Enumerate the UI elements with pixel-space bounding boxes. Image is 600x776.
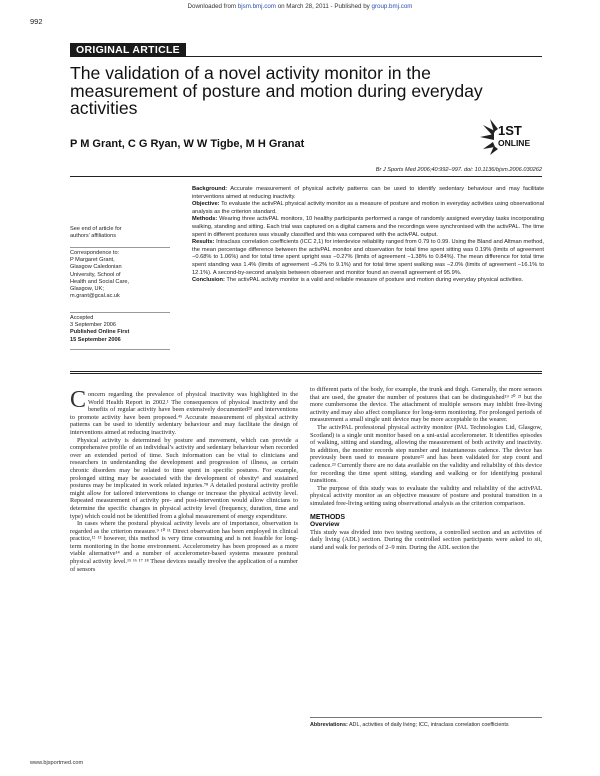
body-paragraph: In cases where the postural physical activity levels are of importance, observation is regarded as the criterion measure.⁹ ¹⁰ ¹¹ Direct observation has been employed in clinical practice,¹² ¹³ however, this method is very time consuming and is not feasible for long-term monitoring in the home environment. Accelerometry has been proposed as a more viable alternative¹⁴ and a number of accelerometer-based systems measure postural physical activity level.¹⁵ ¹⁶ ¹⁷ ¹⁸ These devices usually involve the application of a number of sensors [70, 520, 298, 573]
sidebar-rule [70, 312, 170, 313]
citation-line: Br J Sports Med 2006;40:992–997. doi: 10.1136/bjsm.2006.030262 [375, 167, 542, 173]
sidebar-rule [70, 247, 170, 248]
header-rule [186, 56, 542, 57]
abbreviations-text: ADL, activities of daily living; ICC, intraclass correlation coefficients [348, 722, 509, 728]
abstract-conclusion-label: Conclusion: [192, 277, 225, 284]
body-paragraph: Concern regarding the prevalence of physical inactivity was highlighted in the World Health Report in 2002.¹ The consequences of physical inactivity and the benefits of regular activity have been extensively documented²³ and interventions to promote activity have been proposed.⁴⁵ Accurate measurement of physical activity patterns can be used to identify sedentary behaviour and may facilitate the design of interventions aimed at reducing inactivity. [70, 387, 298, 436]
correspondence-line: University, School of [70, 271, 121, 278]
accepted-date: 3 September 2006 [70, 322, 117, 329]
download-banner [0, 3, 600, 10]
abbreviations-note [310, 722, 542, 729]
body-column-left [70, 387, 298, 573]
abstract-results: Results: Intraclass correlation coefficients (ICC 2,1) for interdevice reliability ranged from 0.79 to 0.99. Using the Bland and Altman method, the mean percentage difference between the activPAL monitor and observation for total time spent sitting was 0.19% (limits of agreement −0.68% to 1.06%) and for total time spent upright was −0.27% (limits of agreement −1.38% to 0.84%). The mean difference for total time spent standing was 1.4% (limits of agreement −6.2% to 9.1%) and for total time spent walking was −2.0% (limits of agreement −16.1% to 12.1%). A second-by-second analysis between observer and monitor found an overall agreement of 95.9%. [192, 239, 544, 276]
affiliations-note [70, 226, 122, 240]
see-end-line1: See end of article for [70, 226, 122, 232]
abstract-results-label: Results: [192, 239, 215, 246]
body-paragraph: The purpose of this study was to evaluate the validity and reliability of the activPAL physical activity monitor as an objective measure of posture and postural transition in a simulated free-living setting using observational analysis as the criterion comparison. [310, 484, 542, 507]
citation-rule [70, 176, 542, 177]
correspondence-label: Correspondence to: [70, 250, 120, 256]
abstract [192, 186, 544, 285]
body-paragraph: This study was divided into two testing sections, a controlled section and an activities of daily living (ADL) section. During the controlled section participants were asked to sit, stand and walk for periods of 2–9 min. During the ADL section the [310, 528, 542, 551]
abstract-rule [70, 371, 542, 372]
overview-heading: Overview [310, 521, 340, 529]
abstract-rule [70, 373, 542, 374]
abstract-conclusion: Conclusion: The activPAL activity monitor is a valid and reliable measure of posture and motion during everyday physical activities. [192, 277, 524, 284]
page-number: 992 [30, 17, 43, 26]
logo-line1: 1ST [498, 123, 522, 138]
journal-link[interactable]: bjsm.bmj.com [237, 3, 276, 10]
body-column-right [310, 386, 542, 551]
article-title: The validation of a novel activity monitor in the measurement of posture and motion during everyday activities [70, 63, 483, 118]
abbreviations-rule [310, 717, 542, 718]
drop-cap: C [70, 387, 87, 413]
abstract-objective: Objective: To evaluate the activPAL physical activity monitor as a measure of posture and motion in everyday activities using observational analysis as the criterion standard. [192, 201, 544, 215]
abbreviations-label: Abbreviations: [310, 722, 348, 728]
correspondence-line: Glasgow, UK; [70, 286, 104, 293]
sidebar-rule [70, 349, 170, 350]
journal-url[interactable]: www.bjsportmed.com [30, 760, 84, 766]
dates-block [70, 315, 129, 344]
logo-line2: ONLINE [498, 138, 531, 148]
accepted-label: Accepted [70, 315, 94, 321]
section-label: ORIGINAL ARTICLE [70, 43, 186, 57]
correspondence-line: P Margaret Grant, [70, 257, 115, 264]
abstract-methods: Methods: Wearing three activPAL monitors, 10 healthy participants performed a range of randomly assigned everyday tasks incorporating walking, standing and sitting. Each trial was captured on a digital camera and the recordings were synchronised with the activPAL. The time spent in different postures was visually classified and this was compared with the activPAL output. [192, 216, 544, 238]
correspondence-line: Glasgow Caledonian [70, 264, 122, 271]
author-list: P M Grant, C G Ryan, W W Tigbe, M H Granat [70, 138, 305, 150]
published-label: Published Online First [70, 329, 130, 336]
abstract-objective-label: Objective: [192, 201, 220, 208]
methods-heading: METHODS [310, 513, 345, 521]
abstract-methods-label: Methods: [192, 216, 218, 223]
correspondence-block [70, 250, 129, 300]
correspondence-line: Health and Social Care, [70, 278, 130, 285]
download-prefix: Downloaded from [187, 3, 237, 10]
body-paragraph: to different parts of the body, for example, the trunk and thigh. Generally, the more sensors that are used, the greater the number of postures that can be distinguished¹⁹ ²⁰ ²¹ but the more cumbersome the device. The attachment of multiple sensors may inhibit free-living activity and may also affect compliance for long-term monitoring. For prolonged periods of measurement a small single unit device may be more acceptable to the wearer. [310, 386, 542, 424]
body-paragraph: The activPAL professional physical activity monitor (PAL Technologies Ltd, Glasgow, Scotland) is a single unit monitor based on a uni-axial accelerometer. It identifies episodes of walking, sitting and standing, allowing the measurement of both activity and inactivity. In addition, the monitor records step number and instantaneous cadence. The device has previously been used to measure posture²² and has been validated for step count and cadence.²³ Currently there are no data available on the validity and reliability of this device for recording the time spent sitting, standing and walking or for identifying postural transitions. [310, 423, 542, 485]
published-date: 15 September 2006 [70, 336, 121, 343]
logo-rays [480, 119, 498, 155]
body-paragraph: Physical activity is determined by posture and movement, which can provide a comprehensive profile of an individual’s activity and sedentary behaviour when recorded over an extended period of time. Such information can be vital to clinicians and researchers in understanding the development and progression of illness, as certain chronic disorders may be related to time spent in specific postures. For example, prolonged sitting may be associated with the development of obesity⁶ and sustained postures may be implicated in work related injuries.⁷⁸ A detailed postural activity profile might allow for tailored interventions to change or increase the physical activity level. Repeated measurement of activity pre- and post-intervention would allow clinicians to determine the specific changes in physical activity level (frequency, duration, time and type) which could not be identified from a global measurement of energy expenditure. [70, 436, 298, 520]
publisher-link[interactable]: group.bmj.com [371, 3, 413, 10]
first-online-logo [478, 117, 542, 159]
correspondence-email[interactable]: m.grant@gcal.ac.uk [70, 293, 120, 300]
abstract-background-label: Background: [192, 186, 228, 192]
see-end-line2: authors’ affiliations [70, 233, 117, 240]
download-mid: on March 28, 2011 - Published by [277, 3, 370, 10]
abstract-background: Background: Accurate measurement of physical activity patterns can be used to identify sedentary behaviour and may facilitate interventions aimed at reducing inactivity. [192, 186, 544, 200]
